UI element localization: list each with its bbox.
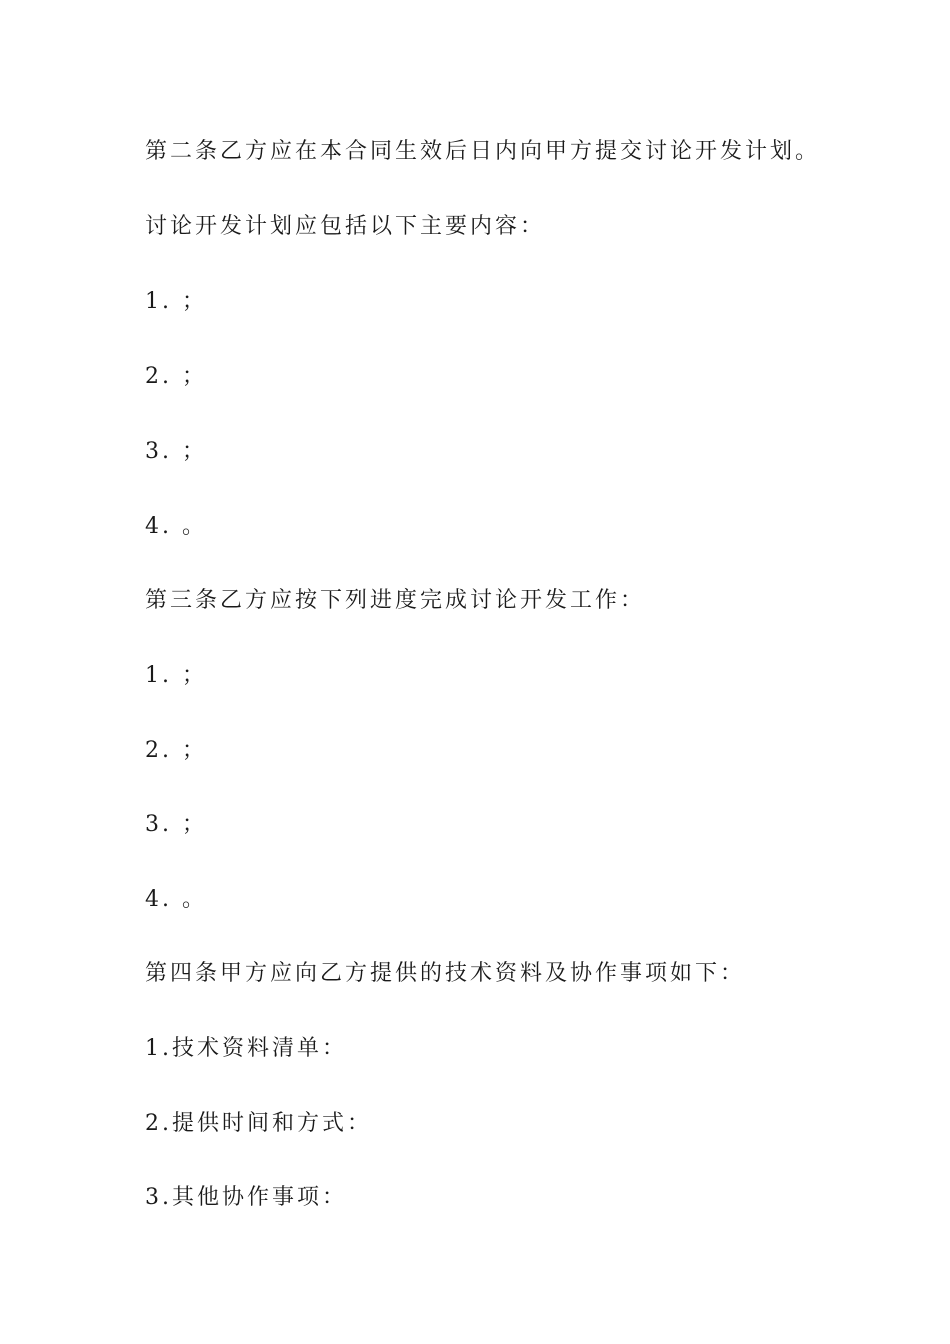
article-3-heading: 第三条乙方应按下列进度完成讨论开发工作： <box>145 588 646 613</box>
article-4-item-2: 2.提供时间和方式： <box>145 1111 372 1136</box>
article-4-item-1: 1.技术资料清单： <box>145 1036 347 1061</box>
article-2-item-2: 2. ； <box>145 364 207 389</box>
article-4-item-3: 3.其他协作事项： <box>145 1185 347 1210</box>
article-2-item-1: 1. ； <box>145 289 207 314</box>
article-3-item-1: 1. ； <box>145 663 207 688</box>
article-2-heading: 第二条乙方应在本合同生效后日内向甲方提交讨论开发计划。 <box>145 139 821 164</box>
article-3-item-2: 2. ； <box>145 738 207 763</box>
article-4-heading: 第四条甲方应向乙方提供的技术资料及协作事项如下： <box>145 961 746 986</box>
article-2-item-3: 3. ； <box>145 439 207 464</box>
article-2-intro: 讨论开发计划应包括以下主要内容： <box>145 214 546 239</box>
article-2-item-4: 4. 。 <box>145 514 207 539</box>
article-3-item-4: 4. 。 <box>145 887 207 912</box>
article-3-item-3: 3. ； <box>145 812 207 837</box>
